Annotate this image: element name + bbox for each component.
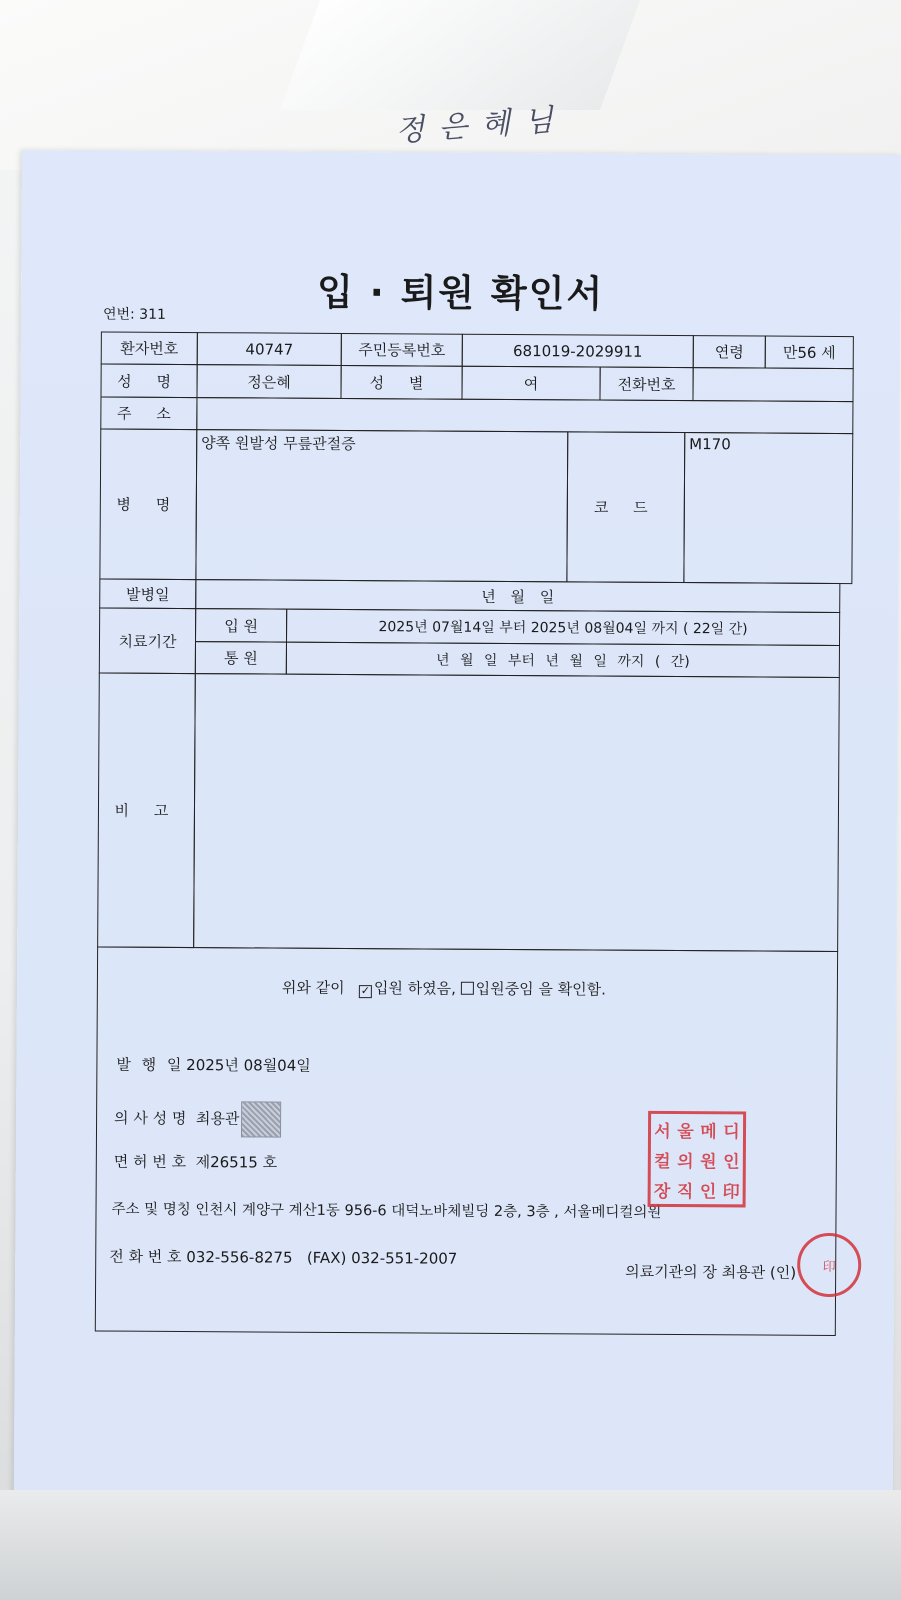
onset-value: 년 월 일 xyxy=(195,579,840,613)
address-value xyxy=(196,397,853,434)
sex-value: 여 xyxy=(461,366,600,401)
confirm-suffix: 을 확인함. xyxy=(538,980,607,999)
phone-label: 전화번호 xyxy=(599,367,693,402)
institution-address-label: 주소 및 명칭 xyxy=(111,1201,191,1219)
doctor-name: 최용관 xyxy=(195,1109,240,1128)
issue-date: 2025년 08월04일 xyxy=(186,1056,311,1075)
director-round-seal: 印 xyxy=(797,1233,861,1297)
license-line xyxy=(114,1151,277,1173)
institution-address: 인천시 계양구 계산1동 956-6 대덕노바체빌딩 2층, 3층 , 서울메디컬의원 xyxy=(195,1202,662,1221)
head-line xyxy=(625,1261,796,1283)
doctor-label: 의 사 성 명 xyxy=(114,1109,187,1128)
institution-phone: 032-556-8275 xyxy=(186,1248,293,1267)
confirm-option-1: 입원 하였음, xyxy=(373,979,456,998)
handwritten-note: 정은혜님 xyxy=(394,102,569,149)
onset-label: 발병일 xyxy=(99,578,196,609)
name-value: 정은혜 xyxy=(196,364,341,399)
doctor-line xyxy=(114,1101,282,1138)
confirm-prefix: 위와 같이 xyxy=(281,978,345,997)
institution-phone-line xyxy=(109,1246,457,1269)
institution-seal-stamp: 서 울 메 디 컬 의 원 인 장 직 인 印 xyxy=(648,1111,747,1208)
head-label: 의료기관의 장 최용관 xyxy=(625,1262,766,1282)
confirm-statement xyxy=(282,977,606,1000)
institution-fax: (FAX) 032-551-2007 xyxy=(306,1248,458,1268)
code-value: M170 xyxy=(683,432,853,584)
background-fold xyxy=(280,0,640,110)
name-label: 성 명 xyxy=(100,363,197,398)
sex-label: 성 별 xyxy=(340,365,462,400)
institution-line xyxy=(111,1198,661,1222)
inpatient-period: 2025년 07월14일 부터 2025년 08월04일 까지 ( 22일 간) xyxy=(286,609,840,646)
checked-checkbox: ✓ xyxy=(360,984,371,998)
remarks-label: 비 고 xyxy=(97,672,196,948)
rrn-value: 681019-2029911 xyxy=(462,334,694,368)
license-number: 제26515 호 xyxy=(195,1153,278,1172)
age-label: 연령 xyxy=(693,335,766,368)
patient-no-label: 환자번호 xyxy=(101,331,198,365)
doctor-signature-stamp xyxy=(241,1101,281,1137)
code-label: 코 드 xyxy=(566,431,685,583)
patient-no-value: 40747 xyxy=(197,332,342,366)
outpatient-period: 년 월 일 부터 년 월 일 까지 ( 간) xyxy=(286,642,840,678)
phone-label-bottom: 전 화 번 호 xyxy=(109,1247,182,1266)
confirm-option-2: 입원중임 xyxy=(475,979,534,999)
age-value: 만56 세 xyxy=(765,336,854,370)
unchecked-checkbox xyxy=(461,982,474,995)
remarks-value xyxy=(193,673,840,952)
rrn-label: 주민등록번호 xyxy=(341,333,463,367)
diagnosis-label: 병 명 xyxy=(99,428,197,580)
phone-value xyxy=(692,367,853,402)
head-seal-mark: (인) xyxy=(769,1263,797,1282)
treatment-label: 치료기간 xyxy=(99,607,196,674)
issue-date-label: 발 행 일 xyxy=(116,1055,182,1074)
document-paper xyxy=(14,150,901,1500)
license-label: 면 허 번 호 xyxy=(113,1152,187,1172)
bottom-background xyxy=(0,1490,901,1600)
inpatient-label: 입 원 xyxy=(195,608,287,643)
serial-number: 연번: 311 xyxy=(102,306,166,323)
issue-date-line xyxy=(116,1054,311,1076)
outpatient-label: 통 원 xyxy=(195,641,287,675)
document-title: 입 · 퇴원 확인서 xyxy=(316,270,605,316)
diagnosis-value: 양쪽 원발성 무릎관절증 xyxy=(195,429,568,582)
address-label: 주 소 xyxy=(100,396,197,430)
